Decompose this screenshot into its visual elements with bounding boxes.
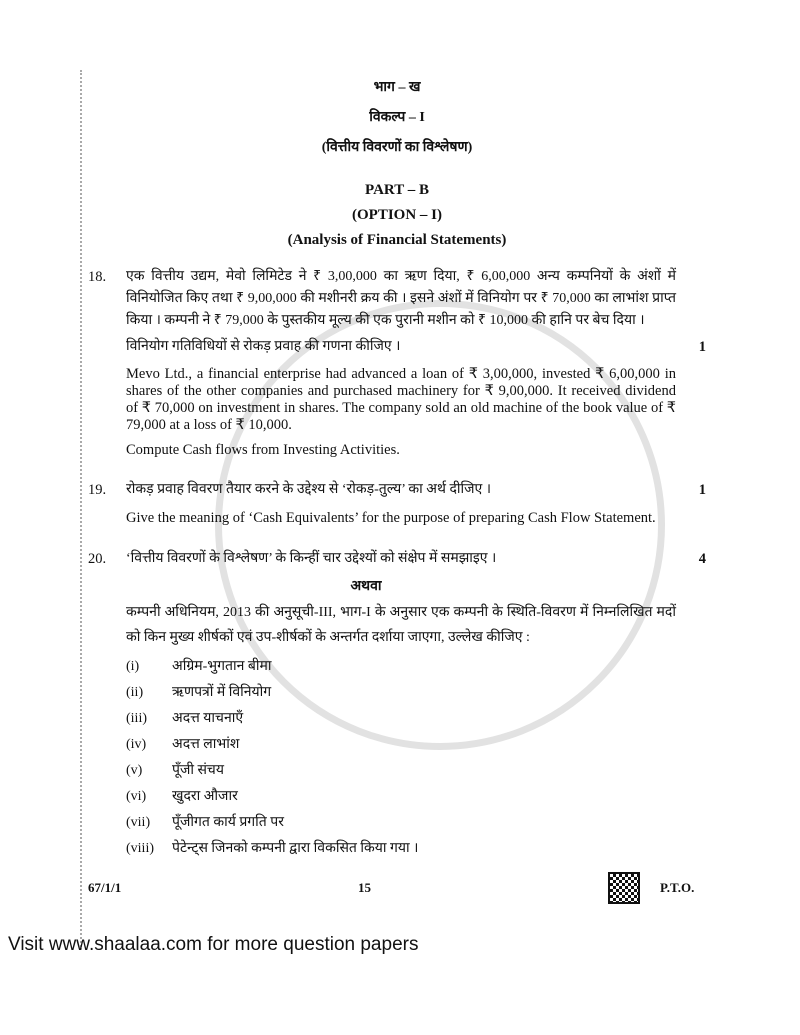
question-english-task: Compute Cash flows from Investing Activities.	[126, 442, 400, 458]
question-number: 18.	[88, 269, 107, 285]
page-footer	[88, 872, 706, 904]
question-hindi: ‘वित्तीय विवरणों के विश्लेषण’ के किन्हीं चार उद्देश्यों को संक्षेप में समझाइए ।	[126, 551, 497, 566]
hindi-title-heading: (वित्तीय विवरणों का विश्लेषण)	[321, 140, 473, 155]
question-hindi: रोकड़ प्रवाह विवरण तैयार करने के उद्देश्य से ‘रोकड़-तुल्य’ का अर्थ दीजिए ।	[126, 482, 492, 497]
question-marks: 4	[698, 551, 706, 567]
or-label: अथवा	[350, 579, 382, 594]
part-heading: PART – B	[365, 182, 429, 198]
pto-label: P.T.O.	[660, 880, 695, 895]
list-item: (viii) पेटेन्ट्स जिनको कम्पनी द्वारा विकसित किया गया ।	[126, 841, 419, 856]
question-english: Give the meaning of ‘Cash Equivalents’ for the purpose of preparing Cash Flow Statement.	[126, 510, 656, 526]
question-english: Mevo Ltd., a financial enterprise had advanced a loan of ₹ 3,00,000, invested ₹ 6,00,000 in shares of the other companies and purchased machinery for ₹ 9,00,000. It received dividend of ₹ 70,000 on investment in shares. The company sold an old machine of the book value of ₹ 79,000 at a loss of ₹ 10,000.	[126, 366, 676, 433]
question-number: 19.	[88, 482, 107, 498]
section-title: (Analysis of Financial Statements)	[287, 232, 507, 248]
hindi-part-heading: भाग – ख	[373, 80, 421, 95]
option-heading: (OPTION – I)	[352, 207, 442, 223]
question-marks: 1	[698, 482, 706, 498]
page-number: 15	[358, 880, 371, 895]
question-hindi-or: कम्पनी अधिनियम, 2013 की अनुसूची-III, भाग-I के अनुसार एक कम्पनी के स्थिति-विवरण में निम्नलिखित मदों को किन मुख्य शीर्षकों एवं उप-शीर्षकों के अन्तर्गत दर्शाया जाएगा, उल्लेख कीजिए :	[126, 605, 676, 645]
list-item: (v) पूँजी संचय	[126, 763, 224, 778]
list-item: (vi) खुदरा औजार	[126, 789, 238, 804]
qr-code-icon	[608, 872, 640, 904]
question-18	[88, 266, 706, 463]
question-19	[88, 479, 706, 532]
question-hindi: एक वित्तीय उद्यम, मेवो लिमिटेड ने ₹ 3,00,000 का ऋण दिया, ₹ 6,00,000 अन्य कम्पनियों के अंशों में विनियोजित किए तथा ₹ 9,00,000 की मशीनरी क्रय की । इसने अंशों में विनियोग पर ₹ 70,000 का लाभांश प्राप्त किया । कम्पनी ने ₹ 79,000 के पुस्तकीय मूल्य की एक पुरानी मशीन को ₹ 10,000 की हानि पर बेच दिया ।	[126, 269, 676, 328]
list-item: (iii) अदत्त याचनाएँ	[126, 711, 244, 726]
question-marks: 1	[698, 339, 706, 355]
list-item: (vii) पूँजीगत कार्य प्रगति पर	[126, 815, 284, 830]
list-item: (iv) अदत्त लाभांश	[126, 737, 240, 752]
hindi-option-heading: विकल्प – I	[369, 110, 425, 125]
promo-banner: Visit www.shaalaa.com for more question papers	[8, 934, 419, 955]
list-item: (ii) ऋणपत्रों में विनियोग	[126, 685, 272, 700]
paper-code: 67/1/1	[88, 880, 122, 895]
question-20	[88, 548, 706, 862]
question-hindi-task: विनियोग गतिविधियों से रोकड़ प्रवाह की गणना कीजिए ।	[126, 339, 401, 354]
question-number: 20.	[88, 551, 107, 567]
list-item: (i) अग्रिम-भुगतान बीमा	[126, 659, 272, 674]
